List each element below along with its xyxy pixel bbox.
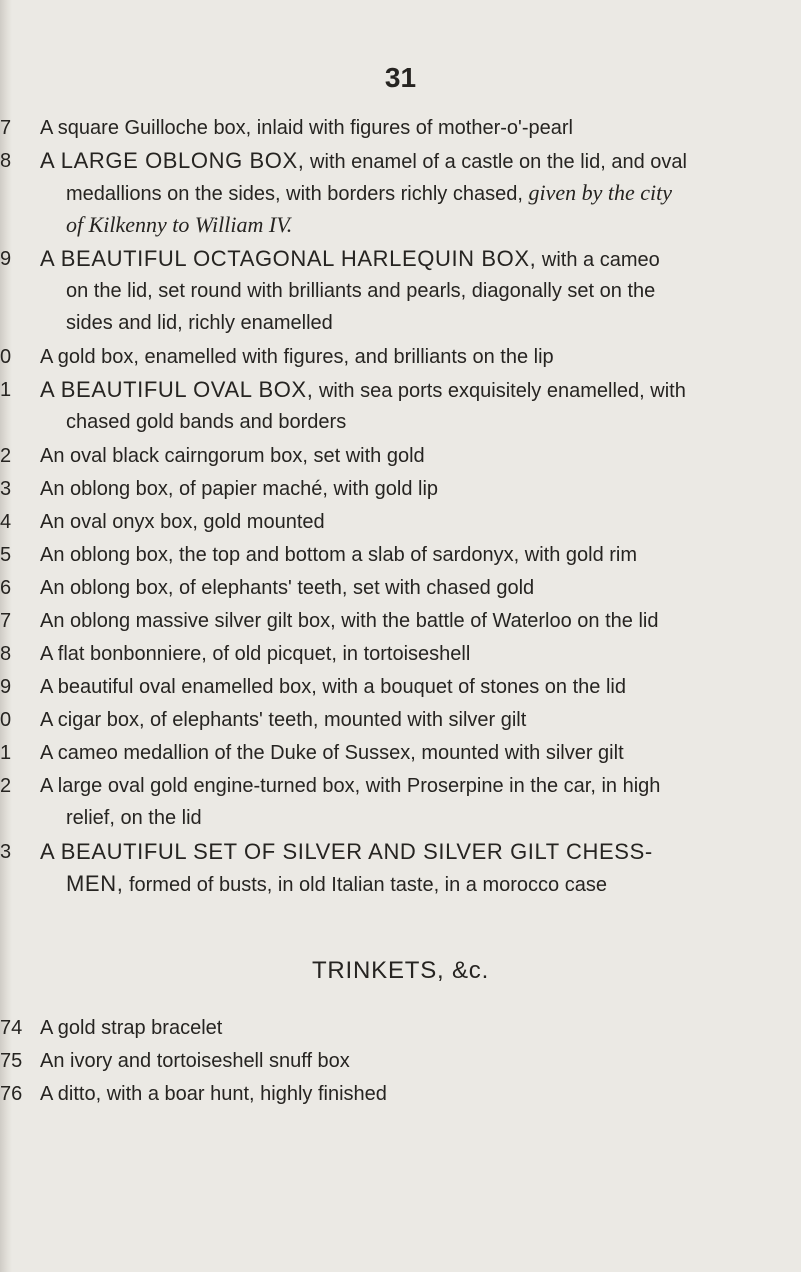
lot-number: 7 bbox=[0, 610, 12, 632]
lot-description: A cameo medallion of the Duke of Sussex, mounted with silver gilt bbox=[40, 742, 624, 764]
lot-number: 3 bbox=[0, 478, 12, 500]
lot-description: A square Guilloche box, inlaid with figures of mother-o'-pearl bbox=[40, 117, 573, 139]
lot-title-caps: A LARGE OBLONG BOX, bbox=[40, 148, 305, 173]
lot-number: 7 bbox=[0, 117, 12, 139]
lot-description: An oblong box, the top and bottom a slab of sardonyx, with gold rim bbox=[40, 544, 638, 566]
lot-title-caps: A BEAUTIFUL OVAL BOX, bbox=[40, 377, 314, 402]
lot-provenance-italic: given by the city bbox=[528, 180, 672, 205]
lot-number: 9 bbox=[0, 248, 12, 270]
lot-number: 9 bbox=[0, 676, 12, 698]
lot-description-line: sides and lid, richly enamelled bbox=[66, 312, 333, 334]
lot-description bbox=[40, 243, 660, 276]
lot-description: An ivory and tortoiseshell snuff box bbox=[40, 1050, 350, 1072]
lot-description: A gold box, enamelled with figures, and brilliants on the lip bbox=[40, 346, 554, 368]
lot-description: A large oval gold engine-turned box, with Proserpine in the car, in high bbox=[40, 775, 661, 797]
lot-description-line bbox=[66, 868, 607, 901]
lot-number: 0 bbox=[0, 709, 12, 731]
lot-description: An oblong box, of elephants' teeth, set with chased gold bbox=[40, 577, 535, 599]
lot-description-rest: with enamel of a castle on the lid, and oval bbox=[304, 151, 687, 173]
lot-number: 3 bbox=[0, 841, 12, 863]
lot-description: An oval onyx box, gold mounted bbox=[40, 511, 325, 533]
section-heading: TRINKETS, &c. bbox=[311, 957, 490, 984]
lot-number: 74 bbox=[0, 1017, 23, 1039]
lot-description: A ditto, with a boar hunt, highly finished bbox=[40, 1083, 387, 1105]
lot-number: 1 bbox=[0, 379, 12, 401]
lot-title-caps: A BEAUTIFUL OCTAGONAL HARLEQUIN BOX, bbox=[40, 246, 537, 271]
lot-number: 5 bbox=[0, 544, 12, 566]
lot-description: An oval black cairngorum box, set with gold bbox=[40, 445, 425, 467]
lot-title-caps: MEN, bbox=[66, 871, 124, 896]
lot-description-plain: medallions on the sides, with borders richly chased, bbox=[66, 183, 529, 205]
lot-number: 0 bbox=[0, 346, 12, 368]
lot-number: 4 bbox=[0, 511, 12, 533]
lot-provenance-italic: of Kilkenny to William IV. bbox=[66, 212, 293, 237]
lot-number: 6 bbox=[0, 577, 12, 599]
lot-description-line: chased gold bands and borders bbox=[66, 411, 347, 433]
lot-description bbox=[40, 145, 687, 178]
lot-description-rest: with sea ports exquisitely enamelled, with bbox=[313, 380, 686, 402]
lot-description-line: relief, on the lid bbox=[66, 807, 202, 829]
page-number: 31 bbox=[384, 62, 417, 93]
lot-number: 2 bbox=[0, 775, 12, 797]
lot-number: 1 bbox=[0, 742, 12, 764]
lot-description-rest: formed of busts, in old Italian taste, in a morocco case bbox=[123, 874, 607, 896]
lot-description-line bbox=[66, 177, 672, 210]
lot-description: An oblong massive silver gilt box, with the battle of Waterloo on the lid bbox=[40, 610, 659, 632]
lot-description: A flat bonbonniere, of old picquet, in tortoiseshell bbox=[40, 643, 471, 665]
lot-description: An oblong box, of papier maché, with gold lip bbox=[40, 478, 439, 500]
lot-title-caps: A BEAUTIFUL SET OF SILVER AND SILVER GILT CHESS- bbox=[40, 839, 653, 864]
lot-description bbox=[40, 374, 686, 407]
lot-number: 8 bbox=[0, 150, 12, 172]
lot-description: A beautiful oval enamelled box, with a bouquet of stones on the lid bbox=[40, 676, 626, 698]
lot-description: A gold strap bracelet bbox=[40, 1017, 223, 1039]
lot-number: 2 bbox=[0, 445, 12, 467]
lot-number: 76 bbox=[0, 1083, 23, 1105]
lot-description-rest: with a cameo bbox=[536, 249, 660, 271]
lot-number: 75 bbox=[0, 1050, 23, 1072]
lot-description-line: on the lid, set round with brilliants and pearls, diagonally set on the bbox=[66, 280, 656, 302]
lot-number: 8 bbox=[0, 643, 12, 665]
lot-description: A cigar box, of elephants' teeth, mounted with silver gilt bbox=[40, 709, 527, 731]
